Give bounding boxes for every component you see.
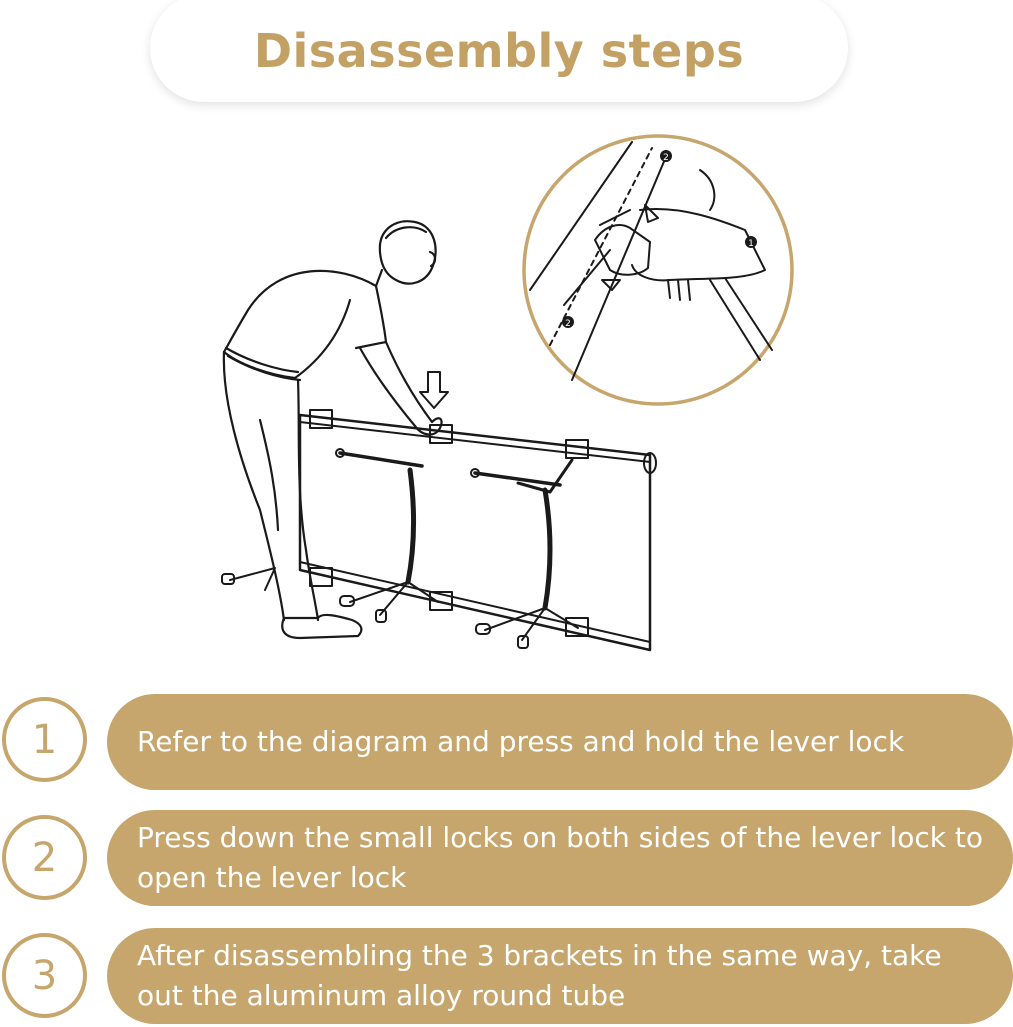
bracket-left [336, 449, 438, 622]
bracket-right [471, 460, 578, 648]
title-banner [150, 0, 848, 102]
detail-marker-left: 2 [565, 319, 571, 329]
disassembly-illustration [200, 130, 820, 670]
page-title: Disassembly steps [253, 24, 745, 78]
step-2-bar [107, 810, 1013, 906]
step-2-text: Press down the small locks on both sides of the lever lock to open the lever lock [137, 821, 984, 894]
cot-frame [300, 410, 656, 650]
step-3-text: After disassembling the 3 brackets in the same way, take out the aluminum alloy round tube [137, 939, 942, 1012]
bracket-back-leg [230, 568, 275, 590]
detail-marker-top: 2 [663, 153, 669, 163]
step-number-2: 2 [2, 815, 87, 900]
detail-marker-right: 1 [748, 239, 754, 249]
detail-magnifier [524, 136, 792, 404]
step-3-bar [107, 928, 1013, 1024]
step-1-bar [107, 694, 1013, 790]
step-number-1: 1 [2, 697, 87, 782]
step-1-text: Refer to the diagram and press and hold the lever lock [137, 725, 905, 758]
step-number-3: 3 [2, 933, 87, 1018]
press-down-arrow-icon [420, 372, 448, 408]
